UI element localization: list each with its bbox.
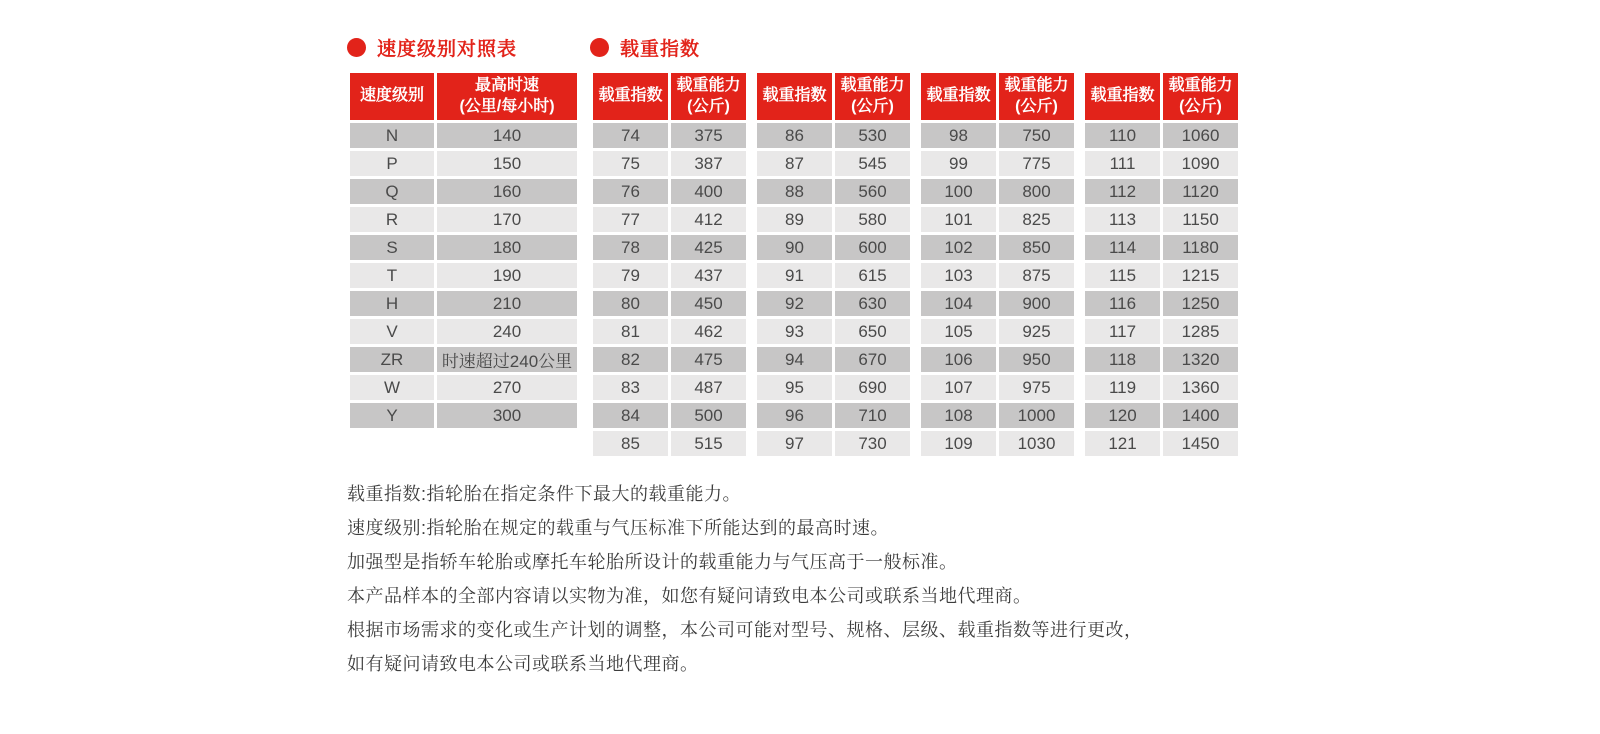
load-capacity-cell: 400 — [671, 179, 746, 204]
load-capacity-cell: 900 — [999, 291, 1074, 316]
load-capacity-cell: 775 — [999, 151, 1074, 176]
speed-kmh-cell: 180 — [437, 235, 577, 260]
speed-table-body — [350, 123, 577, 428]
load-index-table-group-1 — [590, 70, 749, 459]
load-table-row — [921, 291, 1074, 316]
load-index-cell: 115 — [1085, 263, 1160, 288]
speed-table-header-row — [350, 73, 577, 120]
load-index-cell: 104 — [921, 291, 996, 316]
speed-kmh-cell: 140 — [437, 123, 577, 148]
load-capacity-cell: 670 — [835, 347, 910, 372]
load-table-row — [757, 179, 910, 204]
load-table-header-row — [757, 73, 910, 120]
load-capacity-cell: 530 — [835, 123, 910, 148]
load-index-cell: 119 — [1085, 375, 1160, 400]
note-line: 根据市场需求的变化或生产计划的调整，本公司可能对型号、规格、层级、载重指数等进行更改， — [347, 620, 1143, 640]
load-capacity-cell: 710 — [835, 403, 910, 428]
load-table-row — [593, 319, 746, 344]
load-table-row — [757, 347, 910, 372]
load-index-cell: 80 — [593, 291, 668, 316]
load-capacity-cell: 412 — [671, 207, 746, 232]
load-index-header: 载重指数 — [921, 73, 996, 120]
load-capacity-cell: 1450 — [1163, 431, 1238, 456]
speed-code-cell: R — [350, 207, 434, 232]
load-index-cell: 121 — [1085, 431, 1160, 456]
load-table-header-row — [921, 73, 1074, 120]
load-capacity-header-line2: (公斤) — [1179, 97, 1222, 115]
speed-rating-section — [347, 36, 580, 431]
speed-kmh-cell: 时速超过240公里 — [437, 347, 577, 372]
load-capacity-cell: 437 — [671, 263, 746, 288]
load-table-row — [921, 235, 1074, 260]
load-index-cell: 108 — [921, 403, 996, 428]
load-table-row — [593, 235, 746, 260]
load-capacity-cell: 875 — [999, 263, 1074, 288]
speed-table-row — [350, 263, 577, 288]
speed-kmh-header-line1: 最高时速 — [474, 76, 539, 94]
load-index-cell: 90 — [757, 235, 832, 260]
load-table-row — [921, 151, 1074, 176]
load-index-cell: 112 — [1085, 179, 1160, 204]
load-index-cell: 105 — [921, 319, 996, 344]
load-table-row — [1085, 375, 1238, 400]
speed-code-cell: Y — [350, 403, 434, 428]
load-table-row — [921, 375, 1074, 400]
load-table-row — [757, 123, 910, 148]
load-capacity-cell: 500 — [671, 403, 746, 428]
load-capacity-header — [1163, 73, 1238, 120]
red-circle-icon — [590, 38, 609, 57]
speed-table-row — [350, 151, 577, 176]
load-capacity-cell: 580 — [835, 207, 910, 232]
speed-table-row — [350, 347, 577, 372]
load-table-row — [757, 151, 910, 176]
note-line: 如有疑问请致电本公司或联系当地代理商。 — [347, 654, 699, 674]
load-table-row — [921, 431, 1074, 456]
speed-kmh-header — [437, 73, 577, 120]
speed-code-cell: ZR — [350, 347, 434, 372]
load-index-cell: 110 — [1085, 123, 1160, 148]
load-index-cell: 109 — [921, 431, 996, 456]
load-capacity-cell: 690 — [835, 375, 910, 400]
load-capacity-cell: 1180 — [1163, 235, 1238, 260]
load-index-section — [590, 36, 1241, 459]
load-index-header: 载重指数 — [593, 73, 668, 120]
load-table-row — [757, 291, 910, 316]
load-capacity-cell: 630 — [835, 291, 910, 316]
load-index-cell: 98 — [921, 123, 996, 148]
load-index-cell: 82 — [593, 347, 668, 372]
speed-table-row — [350, 123, 577, 148]
load-index-cell: 89 — [757, 207, 832, 232]
speed-table-row — [350, 291, 577, 316]
load-index-cell: 88 — [757, 179, 832, 204]
load-table-row — [757, 431, 910, 456]
note-line: 加强型是指轿车轮胎或摩托车轮胎所设计的载重能力与气压高于一般标准。 — [347, 552, 958, 572]
load-table-row — [921, 347, 1074, 372]
red-circle-icon — [347, 38, 366, 57]
load-capacity-cell: 615 — [835, 263, 910, 288]
load-index-cell: 117 — [1085, 319, 1160, 344]
load-index-cell: 74 — [593, 123, 668, 148]
load-section-title-label: 载重指数 — [620, 38, 701, 60]
note-line: 本产品样本的全部内容请以实物为准，如您有疑问请致电本公司或联系当地代理商。 — [347, 586, 1032, 606]
load-capacity-cell: 925 — [999, 319, 1074, 344]
load-capacity-header-line1: 载重能力 — [1168, 76, 1233, 94]
note-line: 载重指数:指轮胎在指定条件下最大的载重能力。 — [347, 484, 741, 504]
speed-kmh-cell: 190 — [437, 263, 577, 288]
load-index-cell: 106 — [921, 347, 996, 372]
load-table-row — [757, 403, 910, 428]
load-index-cell: 118 — [1085, 347, 1160, 372]
load-table-row — [1085, 347, 1238, 372]
load-capacity-cell: 600 — [835, 235, 910, 260]
load-table-row — [1085, 431, 1238, 456]
load-capacity-header-line2: (公斤) — [687, 97, 730, 115]
load-table-header-row — [593, 73, 746, 120]
load-capacity-cell: 730 — [835, 431, 910, 456]
load-index-cell: 101 — [921, 207, 996, 232]
load-table-row — [593, 347, 746, 372]
speed-table-row — [350, 375, 577, 400]
load-capacity-header-line1: 载重能力 — [1004, 76, 1069, 94]
load-capacity-header — [671, 73, 746, 120]
load-capacity-cell: 545 — [835, 151, 910, 176]
load-index-cell: 93 — [757, 319, 832, 344]
load-capacity-header-line2: (公斤) — [851, 97, 894, 115]
load-capacity-cell: 825 — [999, 207, 1074, 232]
load-capacity-cell: 1120 — [1163, 179, 1238, 204]
load-index-cell: 97 — [757, 431, 832, 456]
load-index-header: 载重指数 — [757, 73, 832, 120]
speed-rating-table — [347, 70, 580, 431]
load-capacity-cell: 1285 — [1163, 319, 1238, 344]
speed-code-cell: V — [350, 319, 434, 344]
load-capacity-cell: 1400 — [1163, 403, 1238, 428]
load-index-cell: 79 — [593, 263, 668, 288]
load-index-cell: 77 — [593, 207, 668, 232]
load-index-cell: 81 — [593, 319, 668, 344]
speed-code-header: 速度级别 — [350, 73, 434, 120]
load-table-row — [593, 431, 746, 456]
load-capacity-cell: 1150 — [1163, 207, 1238, 232]
load-index-cell: 84 — [593, 403, 668, 428]
load-index-cell: 85 — [593, 431, 668, 456]
load-capacity-cell: 1030 — [999, 431, 1074, 456]
load-table-row — [921, 207, 1074, 232]
load-capacity-cell: 487 — [671, 375, 746, 400]
speed-table-row — [350, 319, 577, 344]
load-index-table-group-2 — [754, 70, 913, 459]
load-index-cell: 107 — [921, 375, 996, 400]
speed-kmh-cell: 270 — [437, 375, 577, 400]
load-table-row — [593, 179, 746, 204]
load-capacity-header — [835, 73, 910, 120]
load-table-row — [1085, 207, 1238, 232]
speed-code-cell: N — [350, 123, 434, 148]
load-capacity-cell: 475 — [671, 347, 746, 372]
load-table-row — [921, 403, 1074, 428]
load-capacity-header-line1: 载重能力 — [840, 76, 905, 94]
load-capacity-cell: 800 — [999, 179, 1074, 204]
load-capacity-cell: 850 — [999, 235, 1074, 260]
load-index-cell: 91 — [757, 263, 832, 288]
speed-table-row — [350, 179, 577, 204]
load-index-cell: 103 — [921, 263, 996, 288]
load-capacity-cell: 1360 — [1163, 375, 1238, 400]
load-capacity-cell: 950 — [999, 347, 1074, 372]
load-index-cell: 95 — [757, 375, 832, 400]
speed-kmh-cell: 150 — [437, 151, 577, 176]
load-table-row — [1085, 291, 1238, 316]
load-table-row — [593, 207, 746, 232]
speed-code-cell: T — [350, 263, 434, 288]
load-table-row — [757, 263, 910, 288]
load-index-cell: 86 — [757, 123, 832, 148]
load-table-row — [1085, 235, 1238, 260]
speed-kmh-cell: 210 — [437, 291, 577, 316]
load-capacity-cell: 515 — [671, 431, 746, 456]
load-index-cell: 120 — [1085, 403, 1160, 428]
speed-code-cell: W — [350, 375, 434, 400]
load-index-cell: 83 — [593, 375, 668, 400]
load-table-row — [757, 235, 910, 260]
load-index-cell: 116 — [1085, 291, 1160, 316]
load-table-row — [757, 207, 910, 232]
load-index-cell: 94 — [757, 347, 832, 372]
speed-kmh-cell: 160 — [437, 179, 577, 204]
speed-section-title-label: 速度级别对照表 — [377, 38, 518, 60]
load-index-cell: 78 — [593, 235, 668, 260]
load-capacity-cell: 1000 — [999, 403, 1074, 428]
load-capacity-header-line1: 载重能力 — [676, 76, 741, 94]
speed-code-cell: P — [350, 151, 434, 176]
load-index-header: 载重指数 — [1085, 73, 1160, 120]
load-capacity-cell: 560 — [835, 179, 910, 204]
load-capacity-cell: 1215 — [1163, 263, 1238, 288]
notes-block — [347, 477, 1247, 681]
load-capacity-cell: 387 — [671, 151, 746, 176]
load-table-row — [1085, 179, 1238, 204]
speed-table-row — [350, 403, 577, 428]
load-index-cell: 113 — [1085, 207, 1160, 232]
load-index-cell: 102 — [921, 235, 996, 260]
load-table-row — [593, 291, 746, 316]
load-table-row — [757, 319, 910, 344]
load-table-row — [921, 123, 1074, 148]
load-table-row — [921, 319, 1074, 344]
load-index-table-group-4 — [1082, 70, 1241, 459]
load-index-cell: 87 — [757, 151, 832, 176]
load-index-cell: 114 — [1085, 235, 1160, 260]
speed-table-row — [350, 235, 577, 260]
speed-kmh-cell: 240 — [437, 319, 577, 344]
load-table-row — [1085, 319, 1238, 344]
load-groups — [590, 70, 1241, 459]
load-capacity-cell: 1320 — [1163, 347, 1238, 372]
load-capacity-cell: 1060 — [1163, 123, 1238, 148]
load-index-cell: 75 — [593, 151, 668, 176]
load-table-row — [593, 375, 746, 400]
speed-kmh-cell: 170 — [437, 207, 577, 232]
load-index-cell: 99 — [921, 151, 996, 176]
load-table-row — [593, 263, 746, 288]
load-table-row — [921, 263, 1074, 288]
load-index-cell: 92 — [757, 291, 832, 316]
load-capacity-cell: 1250 — [1163, 291, 1238, 316]
speed-kmh-header-line2: (公里/每小时) — [459, 97, 555, 115]
load-capacity-cell: 450 — [671, 291, 746, 316]
speed-code-cell: H — [350, 291, 434, 316]
load-table-row — [1085, 151, 1238, 176]
load-section-title — [590, 36, 1241, 58]
speed-code-cell: S — [350, 235, 434, 260]
load-index-cell: 100 — [921, 179, 996, 204]
load-index-cell: 111 — [1085, 151, 1160, 176]
speed-table-row — [350, 207, 577, 232]
load-table-row — [593, 123, 746, 148]
load-table-row — [593, 403, 746, 428]
load-table-row — [1085, 263, 1238, 288]
load-capacity-cell: 750 — [999, 123, 1074, 148]
load-capacity-cell: 462 — [671, 319, 746, 344]
load-capacity-header — [999, 73, 1074, 120]
load-capacity-cell: 1090 — [1163, 151, 1238, 176]
load-capacity-cell: 975 — [999, 375, 1074, 400]
load-table-row — [921, 179, 1074, 204]
speed-kmh-cell: 300 — [437, 403, 577, 428]
load-table-header-row — [1085, 73, 1238, 120]
speed-code-cell: Q — [350, 179, 434, 204]
load-table-row — [1085, 403, 1238, 428]
load-capacity-cell: 650 — [835, 319, 910, 344]
load-table-row — [1085, 123, 1238, 148]
load-capacity-cell: 425 — [671, 235, 746, 260]
speed-section-title — [347, 36, 580, 58]
load-index-table-group-3 — [918, 70, 1077, 459]
load-table-row — [757, 375, 910, 400]
note-line: 速度级别:指轮胎在规定的载重与气压标准下所能达到的最高时速。 — [347, 518, 889, 538]
load-index-cell: 76 — [593, 179, 668, 204]
load-capacity-cell: 375 — [671, 123, 746, 148]
load-table-row — [593, 151, 746, 176]
load-capacity-header-line2: (公斤) — [1015, 97, 1058, 115]
load-index-cell: 96 — [757, 403, 832, 428]
